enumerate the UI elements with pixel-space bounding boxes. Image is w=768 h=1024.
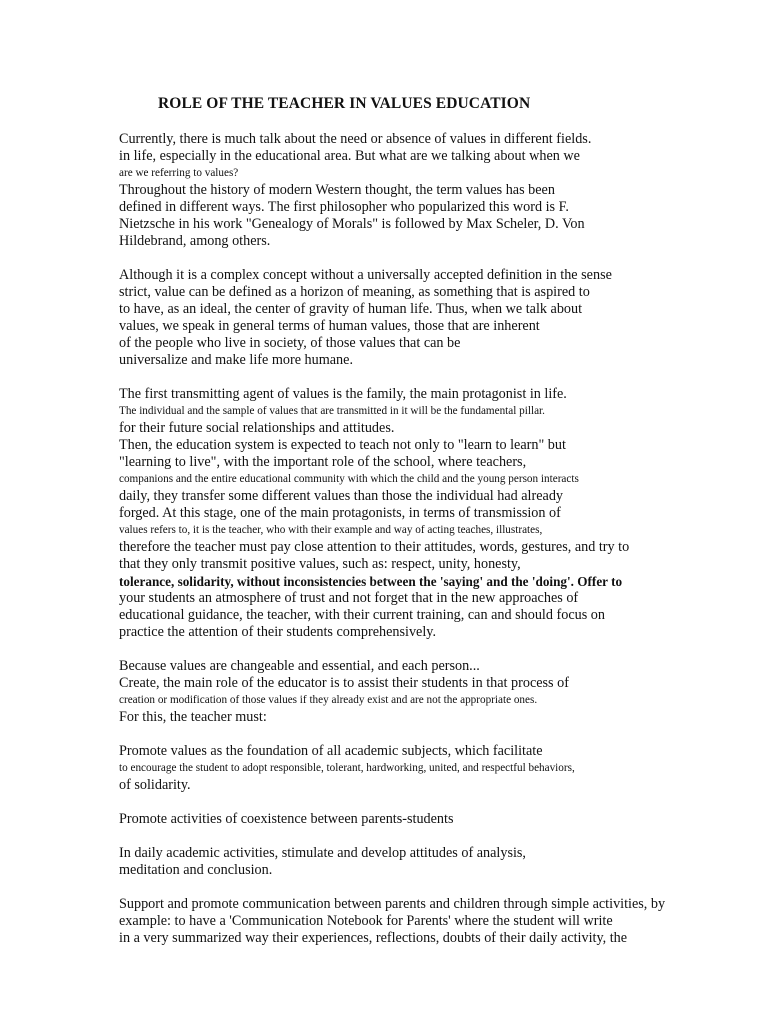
text-line: companions and the entire educational community with which the child and the young person interacts [119,473,579,485]
text-line: Throughout the history of modern Western thought, the term values has been [119,182,555,198]
text-line: defined in different ways. The first philosopher who popularized this word is F. [119,199,569,215]
paragraph [119,896,699,947]
text-line: therefore the teacher must pay close attention to their attitudes, words, gestures, and try to [119,539,630,555]
text-line: Then, the education system is expected to teach not only to "learn to learn" but [119,437,566,453]
text-line: for their future social relationships and attitudes. [119,420,395,436]
text-line: are we referring to values? [119,167,239,179]
text-line: Hildebrand, among others. [119,233,271,249]
text-line: In daily academic activities, stimulate and develop attitudes of analysis, [119,845,526,861]
text-line: Nietzsche in his work "Genealogy of Morals" is followed by Max Scheler, D. Von [119,216,585,232]
text-line: Promote values as the foundation of all academic subjects, which facilitate [119,743,543,759]
text-line: universalize and make life more humane. [119,352,353,368]
paragraph [119,811,699,828]
paragraph [119,267,699,369]
text-line: of the people who live in society, of those values that can be [119,335,461,351]
paragraph [119,658,699,726]
text-line: Support and promote communication between parents and children through simple activities, by [119,896,666,912]
text-line: The first transmitting agent of values is the family, the main protagonist in life. [119,386,567,402]
text-line: in life, especially in the educational area. But what are we talking about when we [119,148,580,164]
text-line: Create, the main role of the educator is to assist their students in that process of [119,675,569,691]
text-line: For this, the teacher must: [119,709,267,725]
paragraph [119,131,699,250]
text-line: values refers to, it is the teacher, who with their example and way of acting teaches, illustrates, [119,524,543,536]
text-line: meditation and conclusion. [119,862,273,878]
paragraph [119,845,699,879]
text-line: values, we speak in general terms of human values, those that are inherent [119,318,540,334]
text-line: Although it is a complex concept without a universally accepted definition in the sense [119,267,612,283]
text-line: Promote activities of coexistence between parents-students [119,811,454,827]
text-line: of solidarity. [119,777,191,793]
text-line: to encourage the student to adopt responsible, tolerant, hardworking, united, and respectful behaviors, [119,762,575,774]
text-line: example: to have a 'Communication Notebook for Parents' where the student will write [119,913,613,929]
document-body [119,131,699,947]
text-line: educational guidance, the teacher, with their current training, can and should focus on [119,607,605,623]
text-line: Currently, there is much talk about the need or absence of values in different fields. [119,131,592,147]
text-line: forged. At this stage, one of the main protagonists, in terms of transmission of [119,505,561,521]
text-line: your students an atmosphere of trust and not forget that in the new approaches of [119,590,579,606]
text-line: in a very summarized way their experiences, reflections, doubts of their daily activity, the [119,930,628,946]
text-line: practice the attention of their students comprehensively. [119,624,437,640]
text-line: that they only transmit positive values, such as: respect, unity, honesty, [119,556,521,572]
text-line: strict, value can be defined as a horizon of meaning, as something that is aspired to [119,284,590,300]
text-line: daily, they transfer some different values than those the individual had already [119,488,564,504]
text-line: The individual and the sample of values that are transmitted in it will be the fundamental pillar. [119,405,545,417]
paragraph [119,743,699,794]
paragraph [119,386,699,641]
text-line: to have, as an ideal, the center of gravity of human life. Thus, when we talk about [119,301,583,317]
text-line: creation or modification of those values if they already exist and are not the appropriate ones. [119,694,538,706]
text-line: "learning to live", with the important role of the school, where teachers, [119,454,527,470]
document-title: ROLE OF THE TEACHER IN VALUES EDUCATION [158,95,531,112]
text-line: Because values are changeable and essential, and each person... [119,658,480,674]
text-line: tolerance, solidarity, without inconsistencies between the 'saying' and the 'doing'. Offer to [119,574,623,589]
